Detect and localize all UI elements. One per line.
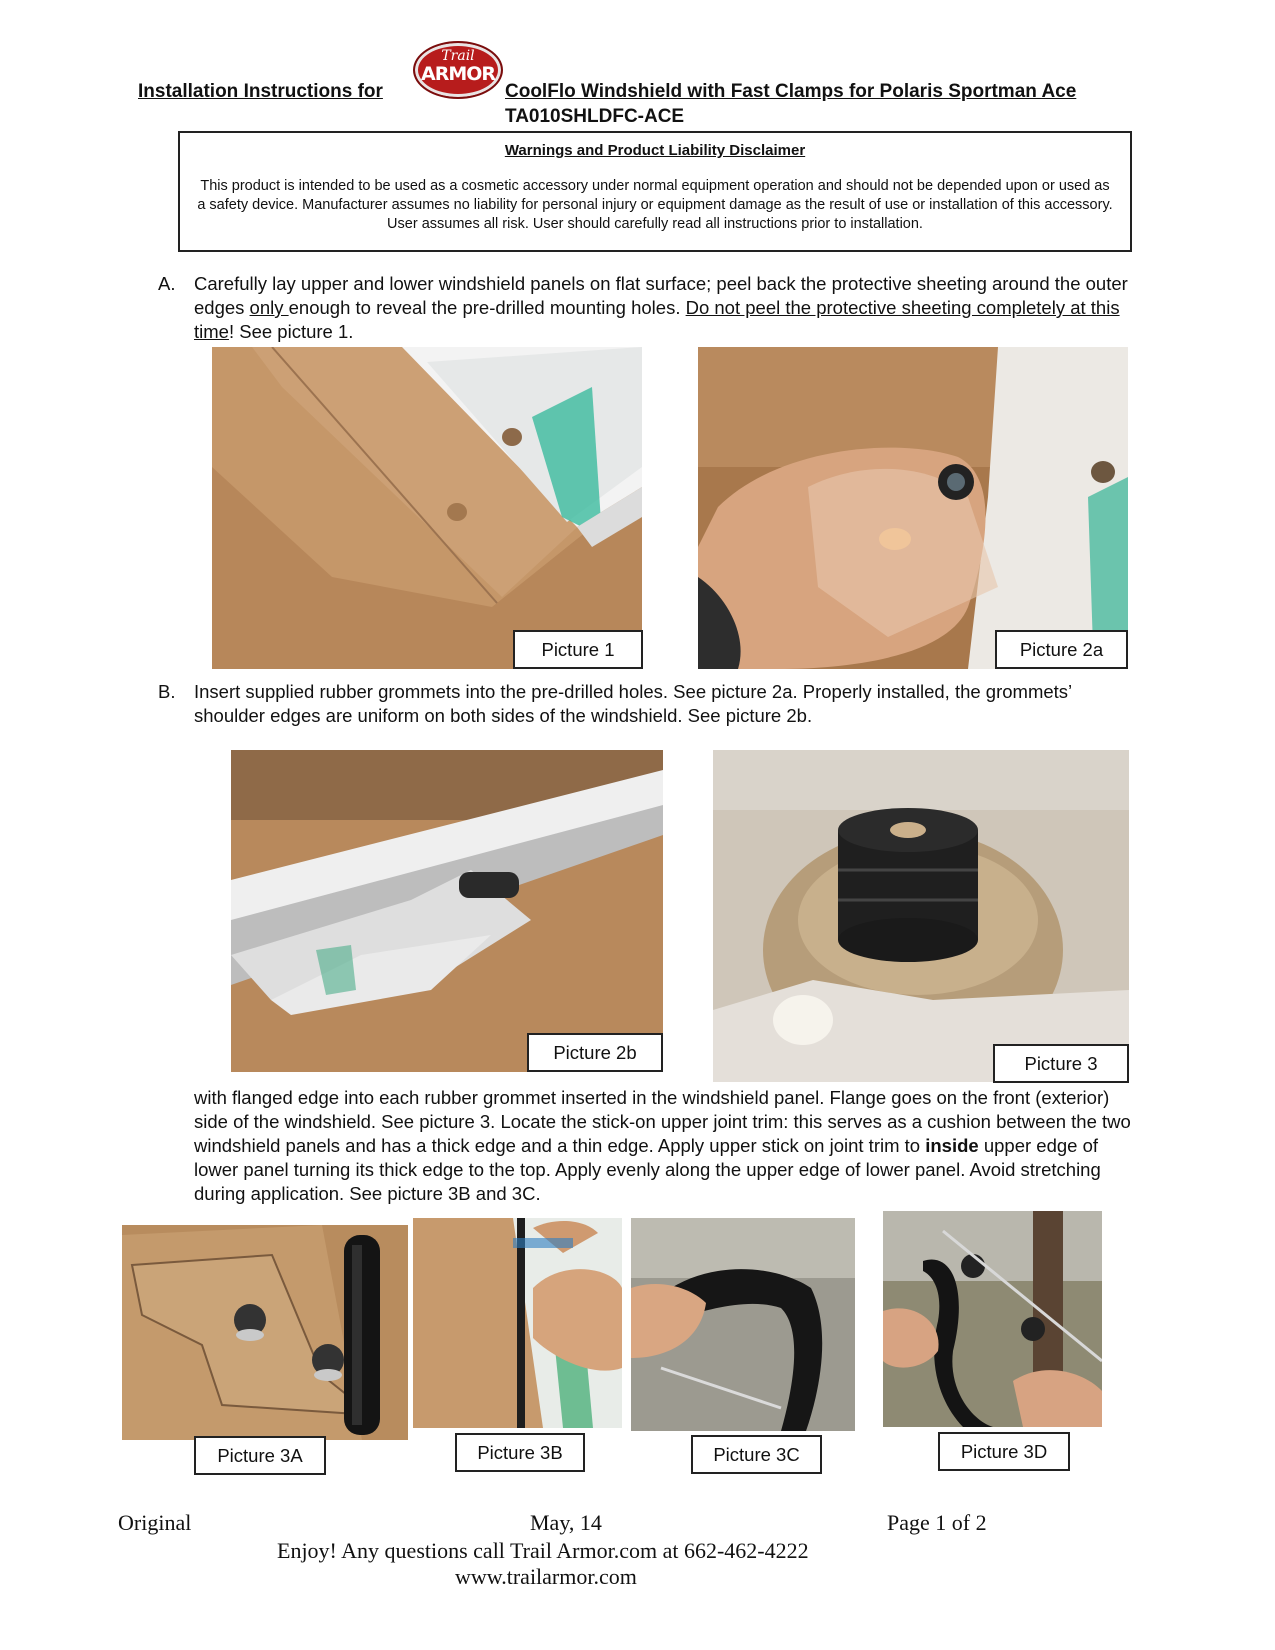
picture-3d-photo [883,1211,1102,1427]
warning-title: Warnings and Product Liability Disclaimer [504,142,806,159]
picture-3c-caption: Picture 3C [691,1435,822,1474]
picture-3b-photo [413,1218,622,1428]
footer-contact: Enjoy! Any questions call Trail Armor.com at 662-462-4222 [277,1538,809,1563]
picture-3a-caption: Picture 3A [194,1436,326,1475]
part-number: TA010SHLDFC-ACE [505,106,685,127]
step-c [194,1086,1144,1206]
step-a-text-3: ! See picture 1. [228,321,354,342]
step-c-text-2: upper edge of lower panel turning its thick edge to the top. Apply evenly along the upper edge of lower panel. Avoid stretching during application. See picture 3B and 3C. [194,1135,1101,1204]
picture-2a-photo [698,347,1128,669]
step-c-bold-inside: inside [925,1135,979,1156]
step-a-text-1: Carefully lay upper and lower windshield panels on flat surface; peel back the protective sheeting around the outer edges [194,273,1128,318]
footer-date: May, 14 [530,1510,602,1535]
step-a [158,272,1144,344]
warning-text: This product is intended to be used as a cosmetic accessory under normal equipment operation and should not be depended upon or used as a safety device. Manufacturer assumes no liability for personal injury or equipment damage as the result of use or installation of this accessory. User assumes all risk. User should carefully read all instructions prior to installation. [197,178,1113,232]
header-left: Installation Instructions for [138,81,383,102]
footer-original: Original [118,1510,192,1535]
footer-website-link[interactable]: www.trailarmor.com [455,1564,637,1589]
step-b [158,680,1144,728]
step-a-text-2: enough to reveal the pre-drilled mounting holes. [288,297,686,318]
logo-bottom-text: ARMOR [420,63,496,85]
logo-top-text: Trail [441,48,475,64]
picture-1-photo [212,347,642,669]
picture-3b-caption: Picture 3B [455,1433,585,1472]
picture-1-caption: Picture 1 [513,630,643,669]
picture-2a-caption: Picture 2a [995,630,1128,669]
step-a-label: A. [158,273,176,294]
step-b-text: Insert supplied rubber grommets into the pre-drilled holes. See picture 2a. Properly installed, the grommets’ shoulder edges are uniform on both sides of the windshield. See picture 2b. [194,681,1072,726]
footer-page-number: Page 1 of 2 [887,1510,987,1535]
trail-armor-logo [413,41,503,99]
picture-2b-caption: Picture 2b [527,1033,663,1072]
picture-3a-photo [122,1225,408,1440]
step-b-label: B. [158,681,176,702]
header-product-title: CoolFlo Windshield with Fast Clamps for Polaris Sportman Ace [505,81,1077,102]
picture-2b-photo [231,750,663,1072]
warning-box [178,131,1132,252]
picture-3d-caption: Picture 3D [938,1432,1070,1471]
picture-3-caption: Picture 3 [993,1044,1129,1083]
picture-3c-photo [631,1218,855,1431]
picture-3-photo [713,750,1129,1082]
step-a-underline-warning: Do not peel the protective sheeting completely at this time [194,297,1120,342]
step-c-text-1: with flanged edge into each rubber grommet inserted in the windshield panel. Flange goes on the front (exterior) side of the windshield. See picture 3. Locate the stick-on upper joint trim: this serves as a cushion between the two windshield panels and has a thick edge and a thin edge. Apply upper stick on joint trim to [194,1087,1131,1156]
step-a-underline-only: only [249,297,289,318]
